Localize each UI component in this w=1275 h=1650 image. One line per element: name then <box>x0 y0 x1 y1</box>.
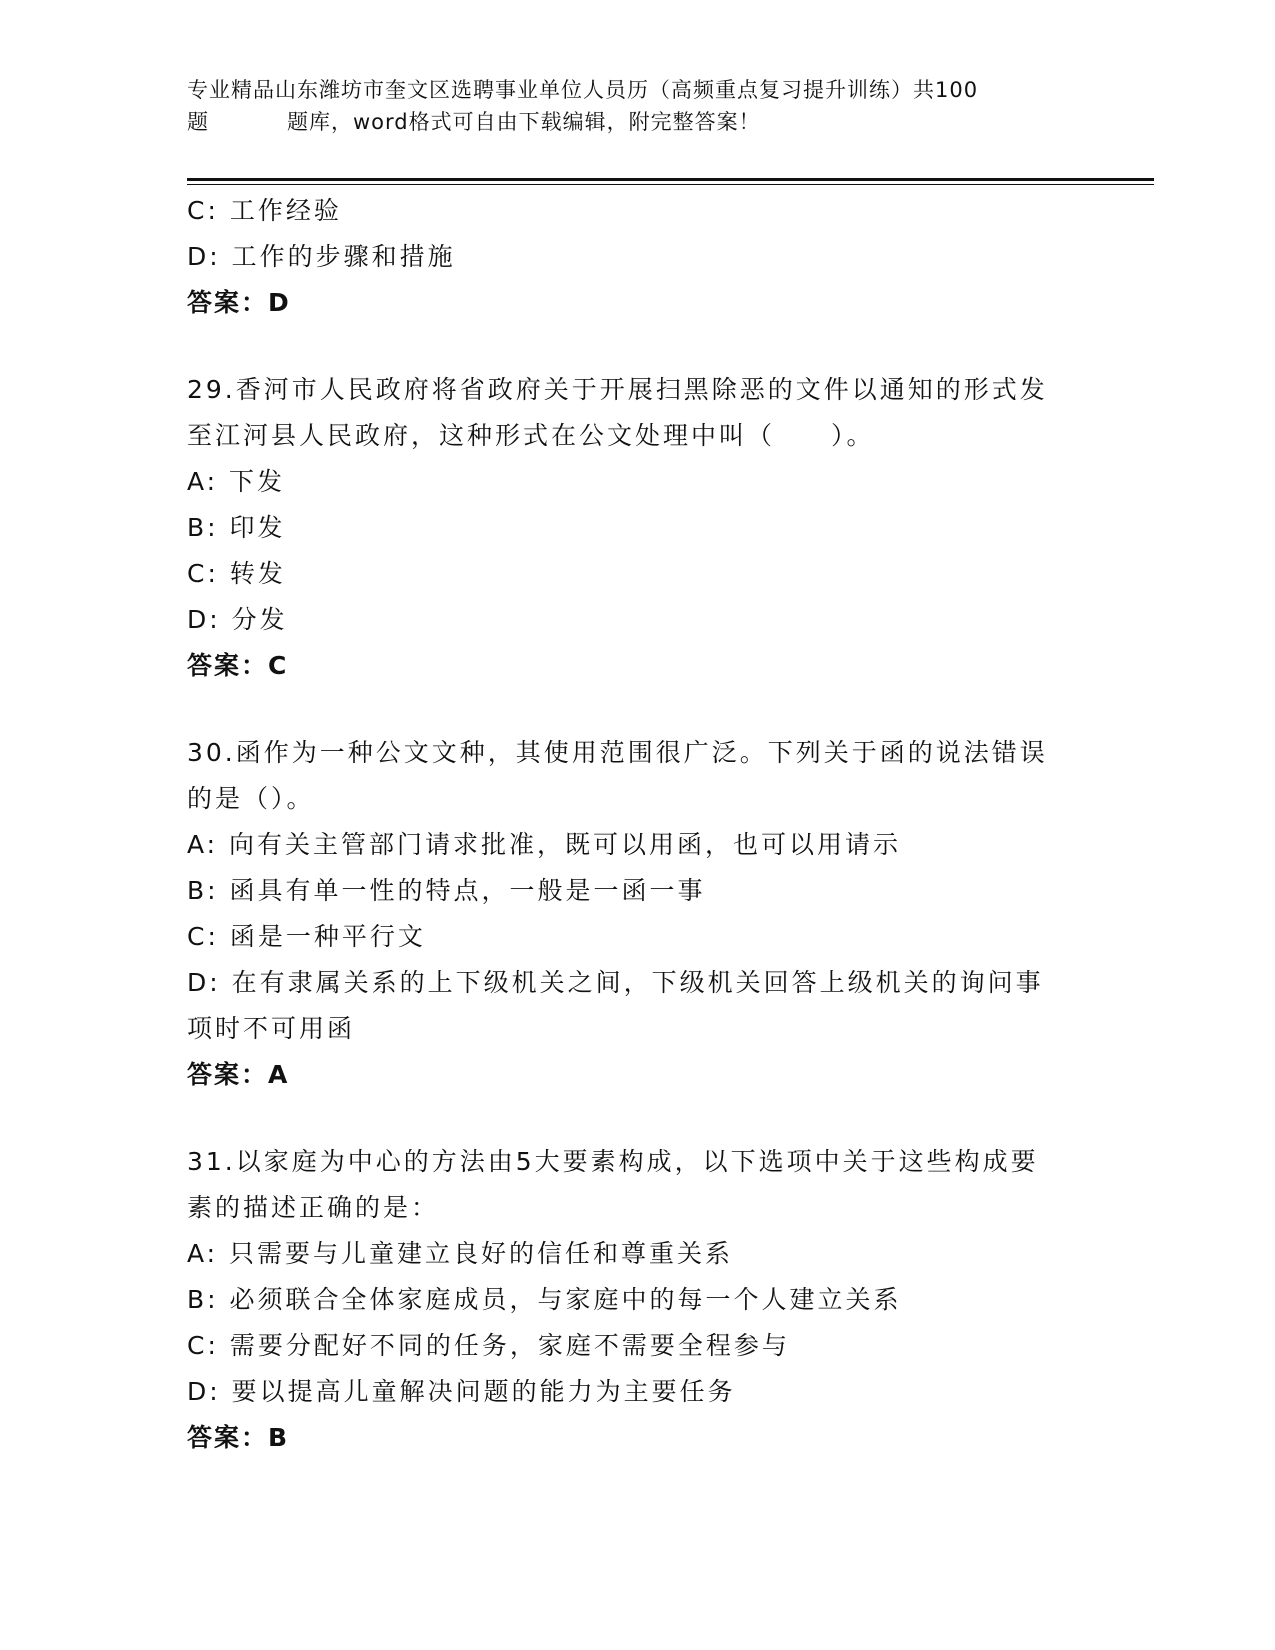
header-rule-thick <box>187 178 1154 181</box>
option-a: A: 向有关主管部门请求批准，既可以用函，也可以用请示 <box>187 830 902 859</box>
question-stem: 30.函作为一种公文文种，其使用范围很广泛。下列关于函的说法错误 <box>187 738 1048 767</box>
header-title-line2-right: 题库，word格式可自由下载编辑，附完整答案！ <box>287 110 761 134</box>
question-content <box>187 188 1087 1461</box>
answer-line: 答案：C <box>187 651 289 680</box>
option-d: D: 要以提高儿童解决问题的能力为主要任务 <box>187 1377 736 1406</box>
header-rule-thin <box>187 184 1154 185</box>
question-stem: 29.香河市人民政府将省政府关于开展扫黑除恶的文件以通知的形式发 <box>187 375 1048 404</box>
option-c: C: 函是一种平行文 <box>187 922 426 951</box>
header-title-line2 <box>187 106 1087 138</box>
header-title-line2-left: 题 <box>187 110 209 134</box>
option-b: B: 函具有单一性的特点，一般是一函一事 <box>187 876 706 905</box>
previous-question-tail <box>187 188 1087 326</box>
question-29 <box>187 367 1087 689</box>
question-31 <box>187 1139 1087 1461</box>
option-a: A: 下发 <box>187 467 286 496</box>
option-c: C: 工作经验 <box>187 196 342 225</box>
question-gap <box>187 326 1087 367</box>
header-title-line1: 专业精品山东潍坊市奎文区选聘事业单位人员历（高频重点复习提升训练）共100 <box>187 78 979 102</box>
option-b: B: 印发 <box>187 513 286 542</box>
option-d: D: 工作的步骤和措施 <box>187 242 456 271</box>
option-b: B: 必须联合全体家庭成员，与家庭中的每一个人建立关系 <box>187 1285 902 1314</box>
answer-line: 答案：A <box>187 1060 290 1089</box>
question-stem-cont: 素的描述正确的是： <box>187 1193 440 1222</box>
option-c: C: 需要分配好不同的任务，家庭不需要全程参与 <box>187 1331 790 1360</box>
option-d: D: 分发 <box>187 605 288 634</box>
answer-line: 答案：B <box>187 1423 290 1452</box>
page-header <box>187 74 1087 138</box>
question-gap <box>187 689 1087 730</box>
answer-line: 答案：D <box>187 288 291 317</box>
question-stem: 31.以家庭为中心的方法由5大要素构成，以下选项中关于这些构成要 <box>187 1147 1039 1176</box>
question-gap <box>187 1098 1087 1139</box>
option-c: C: 转发 <box>187 559 286 588</box>
option-d-cont: 项时不可用函 <box>187 1014 356 1043</box>
option-d: D: 在有隶属关系的上下级机关之间，下级机关回答上级机关的询问事 <box>187 968 1044 997</box>
question-30 <box>187 730 1087 1098</box>
option-a: A: 只需要与儿童建立良好的信任和尊重关系 <box>187 1239 734 1268</box>
question-stem-cont: 的是（）。 <box>187 784 315 813</box>
question-stem-cont: 至江河县人民政府，这种形式在公文处理中叫（ ）。 <box>187 421 875 450</box>
